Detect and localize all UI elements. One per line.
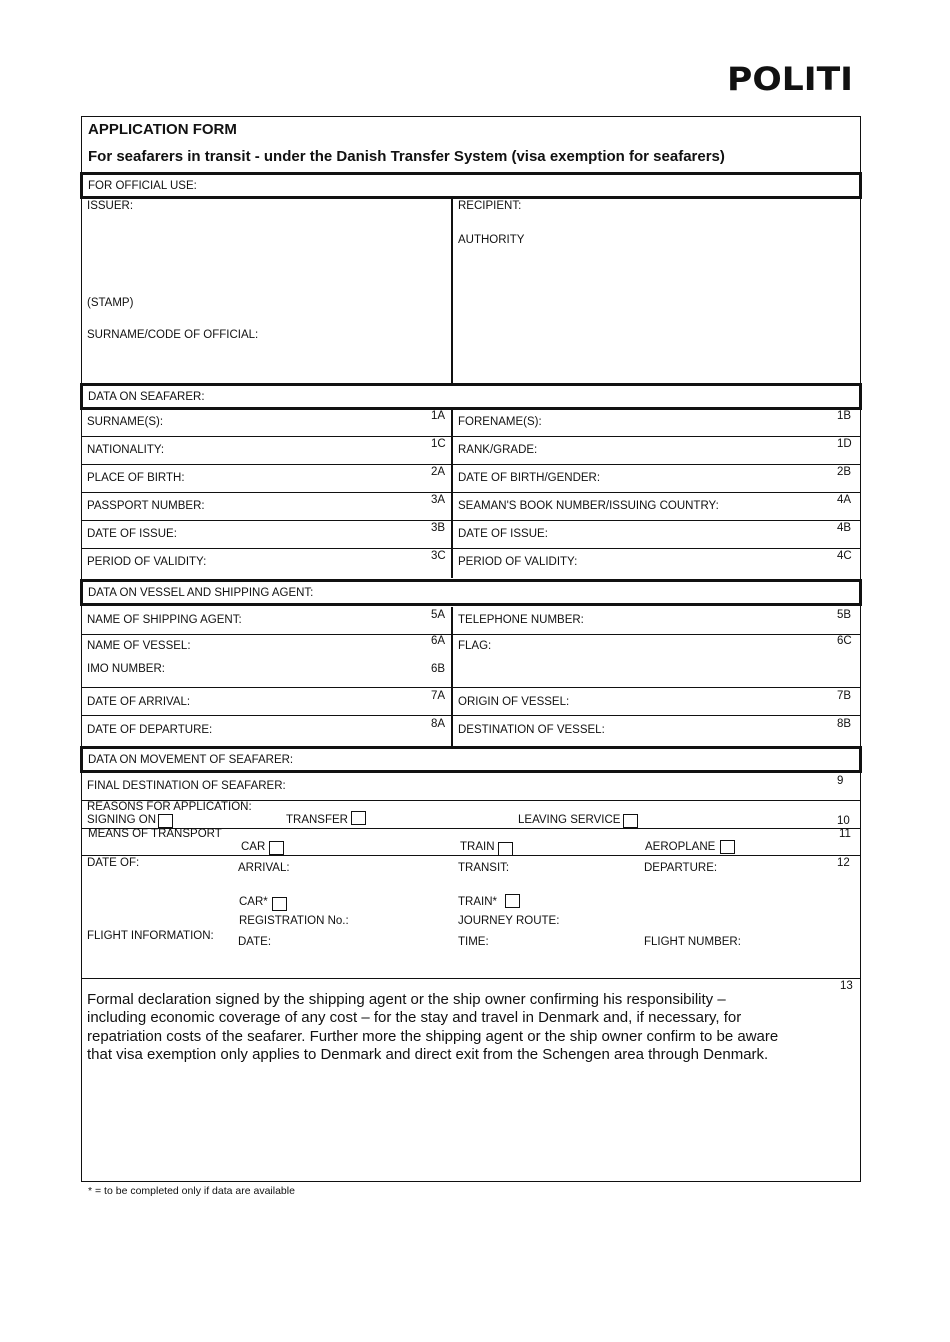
seafarer-right-label: FORENAME(S): bbox=[458, 416, 542, 428]
seafarer-heading: DATA ON SEAFARER: bbox=[88, 391, 205, 403]
form-title: APPLICATION FORM bbox=[88, 121, 237, 138]
seafarer-left-label: SURNAME(S): bbox=[87, 416, 164, 428]
official-surname-label: SURNAME/CODE OF OFFICIAL: bbox=[87, 329, 259, 341]
field-number: 6C bbox=[837, 635, 852, 647]
flag-label: FLAG: bbox=[458, 640, 492, 652]
car-label: CAR bbox=[241, 841, 266, 853]
train-star-label: TRAIN* bbox=[458, 896, 497, 908]
departure-label: DEPARTURE: bbox=[644, 862, 718, 874]
seafarer-left-label: PASSPORT NUMBER: bbox=[87, 500, 205, 512]
imo-number-label: IMO NUMBER: bbox=[87, 663, 165, 675]
field-number: 2B bbox=[837, 466, 852, 478]
seafarer-section bbox=[80, 383, 862, 410]
seafarer-right-label: SEAMAN'S BOOK NUMBER/ISSUING COUNTRY: bbox=[458, 500, 719, 512]
departure-date-label: DATE OF DEPARTURE: bbox=[87, 724, 213, 736]
vessel-name-label: NAME OF VESSEL: bbox=[87, 640, 191, 652]
aeroplane-checkbox[interactable] bbox=[720, 840, 735, 854]
signing-on-checkbox[interactable] bbox=[158, 814, 173, 828]
field-number: 8B bbox=[837, 718, 852, 730]
vessel-divider bbox=[451, 607, 453, 747]
field-number: 3A bbox=[431, 494, 446, 506]
car-checkbox[interactable] bbox=[269, 841, 284, 855]
vessel-destination-label: DESTINATION OF VESSEL: bbox=[458, 724, 605, 736]
field-number: 5A bbox=[431, 609, 446, 621]
arrival-label: ARRIVAL: bbox=[238, 862, 290, 874]
official-use-section bbox=[80, 172, 862, 199]
shipping-agent-label: NAME OF SHIPPING AGENT: bbox=[87, 614, 242, 626]
car-star-checkbox[interactable] bbox=[272, 897, 287, 911]
signing-on-label: SIGNING ON bbox=[87, 814, 157, 826]
row-line bbox=[82, 855, 860, 856]
car-star-label: CAR* bbox=[239, 896, 268, 908]
stamp-label: (STAMP) bbox=[87, 297, 134, 309]
application-form bbox=[81, 116, 861, 1182]
reasons-label: REASONS FOR APPLICATION: bbox=[87, 801, 252, 813]
row-line bbox=[82, 634, 860, 635]
seafarer-right-label: RANK/GRADE: bbox=[458, 444, 538, 456]
field-number: 11 bbox=[839, 828, 851, 840]
official-divider bbox=[451, 199, 453, 385]
row-line bbox=[82, 492, 860, 493]
row-line bbox=[82, 548, 860, 549]
transfer-checkbox[interactable] bbox=[351, 811, 366, 825]
field-number: 13 bbox=[840, 980, 853, 992]
field-number: 7A bbox=[431, 690, 446, 702]
recipient-label: RECIPIENT: bbox=[458, 200, 522, 212]
leaving-service-checkbox[interactable] bbox=[623, 814, 638, 828]
field-number: 4C bbox=[837, 550, 852, 562]
field-number: 1A bbox=[431, 410, 446, 422]
field-number: 1D bbox=[837, 438, 852, 450]
row-line bbox=[82, 715, 860, 716]
form-subtitle: For seafarers in transit - under the Danish Transfer System (visa exemption for seafarers) bbox=[88, 148, 725, 165]
seafarer-right-label: DATE OF BIRTH/GENDER: bbox=[458, 472, 601, 484]
movement-section bbox=[80, 746, 862, 773]
issuer-label: ISSUER: bbox=[87, 200, 134, 212]
seafarer-left-label: DATE OF ISSUE: bbox=[87, 528, 177, 540]
journey-route-label: JOURNEY ROUTE: bbox=[458, 915, 560, 927]
seafarer-left-label: NATIONALITY: bbox=[87, 444, 165, 456]
train-label: TRAIN bbox=[460, 841, 495, 853]
transfer-label: TRANSFER bbox=[286, 814, 348, 826]
seafarer-left-label: PLACE OF BIRTH: bbox=[87, 472, 185, 484]
flight-time-label: TIME: bbox=[458, 936, 489, 948]
declaration-text: Formal declaration signed by the shipping agent or the ship owner confirming his responsibility – including economic coverage of any cost – for the stay and travel in Denmark and, if necessary, for repatriation costs of the seafarer. Further more the shipping agent or the ship owner confirm to be aware that visa exemption only applies to Denmark and direct exit from the Schengen area through Denmark. bbox=[87, 991, 779, 1064]
train-star-checkbox[interactable] bbox=[505, 894, 520, 908]
flight-number-label: FLIGHT NUMBER: bbox=[644, 936, 741, 948]
field-number: 1C bbox=[431, 438, 446, 450]
row-line bbox=[82, 464, 860, 465]
field-number: 6A bbox=[431, 635, 446, 647]
vessel-section bbox=[80, 579, 862, 606]
field-number: 4A bbox=[837, 494, 852, 506]
date-of-label: DATE OF: bbox=[87, 857, 140, 869]
registration-label: REGISTRATION No.: bbox=[239, 915, 349, 927]
field-number: 12 bbox=[837, 857, 850, 869]
field-number: 6B bbox=[431, 663, 446, 675]
authority-label: AUTHORITY bbox=[458, 234, 525, 246]
footnote: * = to be completed only if data are available bbox=[88, 1185, 295, 1197]
row-line bbox=[82, 436, 860, 437]
field-number: 5B bbox=[837, 609, 852, 621]
politi-logo: POLITI bbox=[727, 60, 854, 98]
field-number: 7B bbox=[837, 690, 852, 702]
movement-heading: DATA ON MOVEMENT OF SEAFARER: bbox=[88, 754, 294, 766]
field-number: 8A bbox=[431, 718, 446, 730]
vessel-origin-label: ORIGIN OF VESSEL: bbox=[458, 696, 570, 708]
field-number: 3B bbox=[431, 522, 446, 534]
aeroplane-label: AEROPLANE bbox=[645, 841, 716, 853]
final-destination-label: FINAL DESTINATION OF SEAFARER: bbox=[87, 780, 286, 792]
flight-date-label: DATE: bbox=[238, 936, 272, 948]
row-line bbox=[82, 978, 860, 979]
means-of-transport-label: MEANS OF TRANSPORT bbox=[88, 828, 222, 840]
field-number: 3C bbox=[431, 550, 446, 562]
official-use-heading: FOR OFFICIAL USE: bbox=[88, 180, 197, 192]
row-line bbox=[82, 520, 860, 521]
flight-information-label: FLIGHT INFORMATION: bbox=[87, 930, 214, 942]
telephone-label: TELEPHONE NUMBER: bbox=[458, 614, 584, 626]
transit-label: TRANSIT: bbox=[458, 862, 510, 874]
field-number: 9 bbox=[837, 775, 844, 787]
leaving-service-label: LEAVING SERVICE bbox=[518, 814, 621, 826]
seafarer-left-label: PERIOD OF VALIDITY: bbox=[87, 556, 207, 568]
arrival-date-label: DATE OF ARRIVAL: bbox=[87, 696, 191, 708]
train-checkbox[interactable] bbox=[498, 842, 513, 856]
field-number: 4B bbox=[837, 522, 852, 534]
field-number: 2A bbox=[431, 466, 446, 478]
seafarer-right-label: DATE OF ISSUE: bbox=[458, 528, 548, 540]
seafarer-right-label: PERIOD OF VALIDITY: bbox=[458, 556, 578, 568]
row-line bbox=[82, 687, 860, 688]
field-number: 1B bbox=[837, 410, 852, 422]
vessel-heading: DATA ON VESSEL AND SHIPPING AGENT: bbox=[88, 587, 314, 599]
field-number: 10 bbox=[837, 815, 850, 827]
